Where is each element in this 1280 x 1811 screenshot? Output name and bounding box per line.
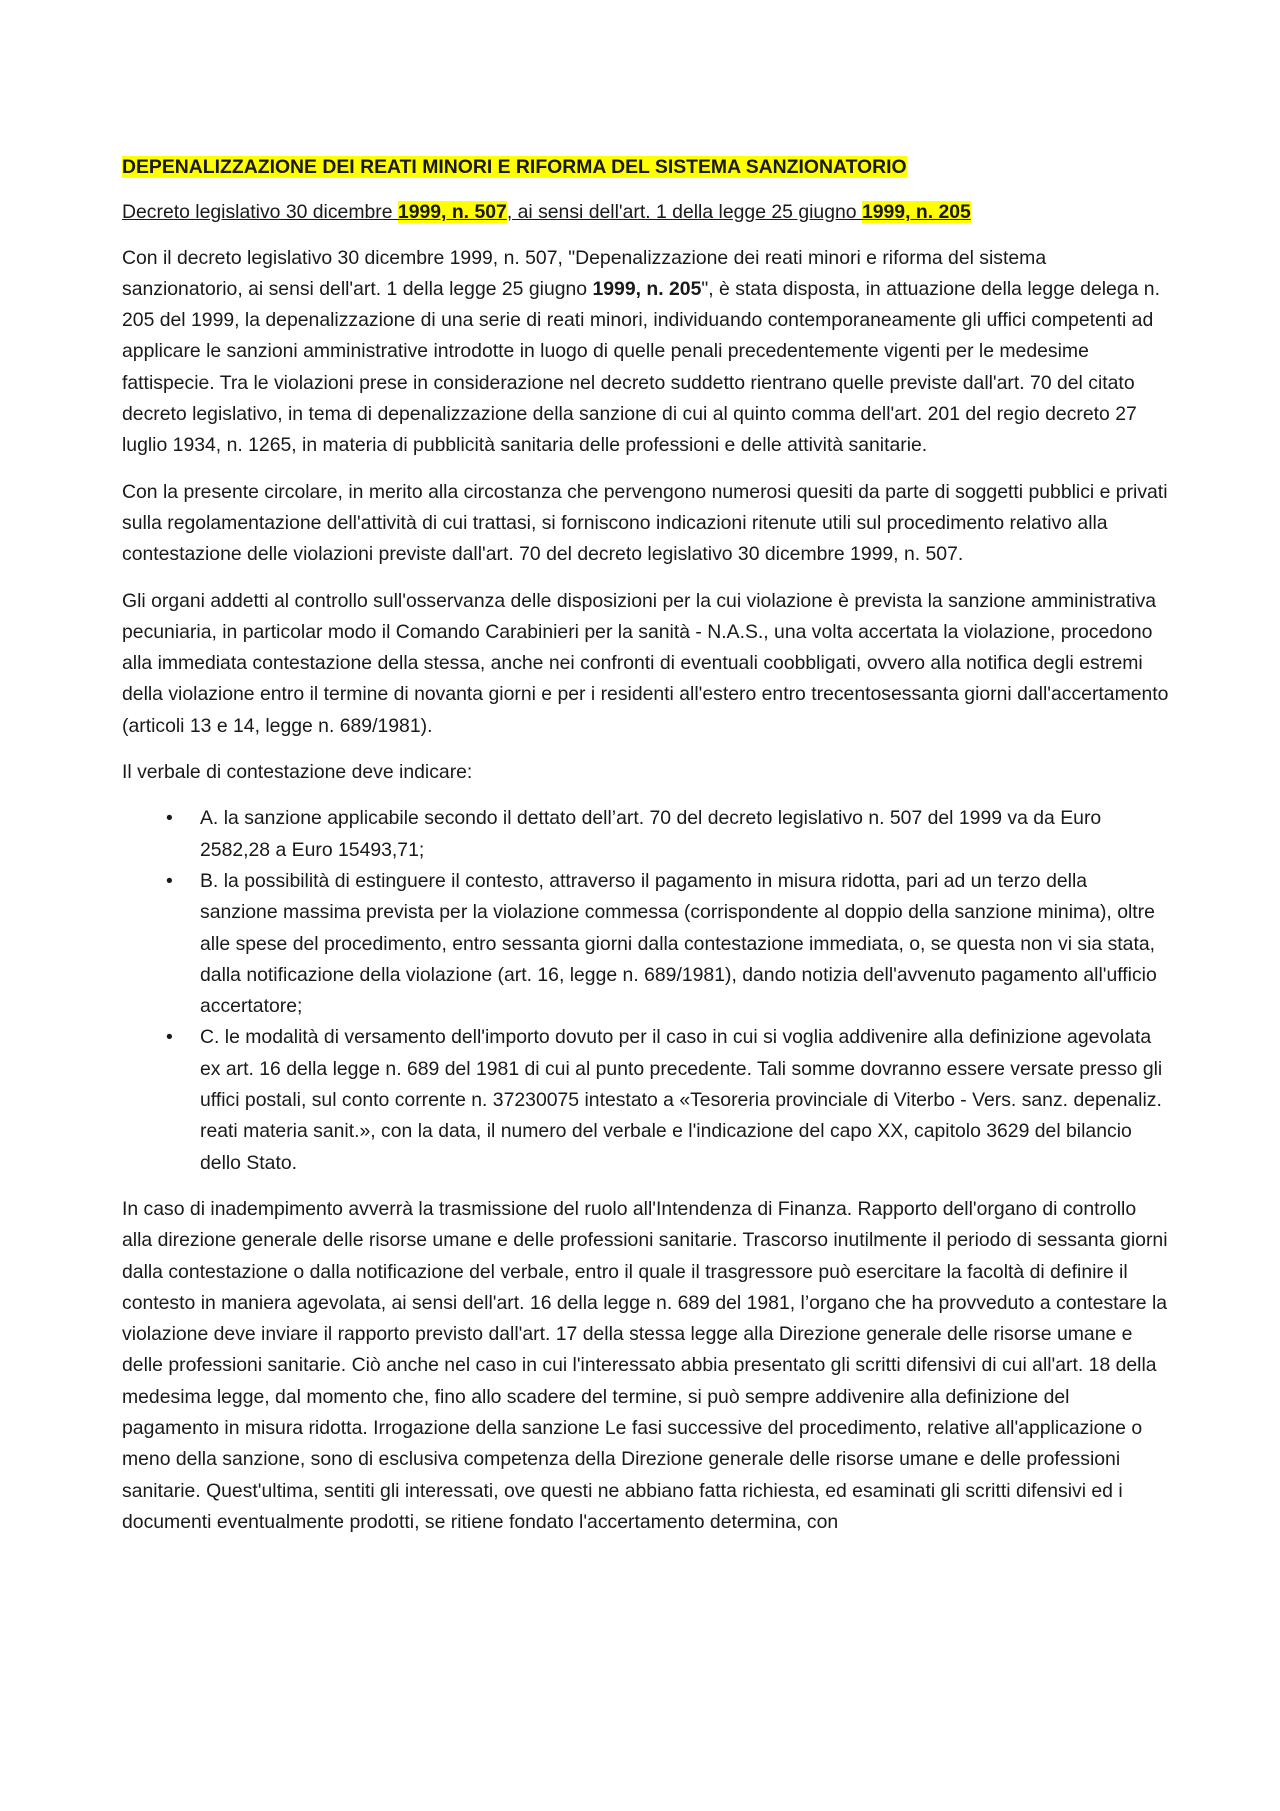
subtitle-highlight-2: 1999, n. 205: [861, 201, 971, 224]
bullet-icon: •: [166, 869, 173, 892]
list-item-text: C. le modalità di versamento dell'importo dovuto per il caso in cui si voglia addivenire alla definizione agevolata ex art. 16 della legge n. 689 del 1981 di cui al punto precedente. Tali somme dovranno essere versate presso gli uffici postali, sul conto corrente n. 37230075 intestato a «Tesoreria provinciale di Viterbo - Vers. sanz. depenaliz. reati materia sanit.», con la data, il numero del verbale e l'indicazione del capo XX, capitolo 3629 del bilancio dello Stato.: [200, 1026, 1163, 1174]
subtitle-part-2: , ai sensi dell'art. 1 della legge 25 giugno: [506, 201, 862, 224]
list-item: [122, 803, 1170, 866]
subtitle-part-1: Decreto legislativo 30 dicembre: [122, 201, 398, 224]
paragraph-intro-part-2: ", è stata disposta, in attuazione della legge delega n. 205 del 1999, la depenalizzazione di una serie di reati minori, individuando contemporaneamente gli uffici competenti ad applicare le sanzioni amministrative introdotte in luogo di quelle penali precedentemente vigenti per le medesime fattispecie. Tra le violazioni prese in considerazione nel decreto suddetto rientrano quelle previste dall'art. 70 del citato decreto legislativo, in tema di depenalizzazione della sanzione di cui al quinto comma dell'art. 201 del regio decreto 27 luglio 1934, n. 1265, in materia di pubblicità sanitaria delle professioni e delle attività sanitarie.: [122, 277, 1160, 457]
paragraph-organi: Gli organi addetti al controllo sull'osservanza delle disposizioni per la cui violazione è prevista la sanzione amministrativa pecuniaria, in particolar modo il Comando Carabinieri per la sanità - N.A.S., una volta accertata la violazione, procedono alla immediata contestazione della stessa, anche nei confronti di eventuali coobbligati, ovvero alla notifica degli estremi della violazione entro il termine di novanta giorni e per i residenti all'estero entro trecentosessanta giorni dall'accertamento (articoli 13 e 14, legge n. 689/1981).: [122, 589, 1169, 737]
list-item: [122, 1022, 1170, 1178]
list-item-text: A. la sanzione applicabile secondo il dettato dell’art. 70 del decreto legislativo n. 507 del 1999 va da Euro 2582,28 a Euro 15493,71;: [200, 807, 1102, 861]
bullet-icon: •: [166, 807, 173, 830]
list-item-text: B. la possibilità di estinguere il contesto, attraverso il pagamento in misura ridotta, pari ad un terzo della sanzione massima prevista per la violazione commessa (corrispondente al doppio della sanzione minima), oltre alle spese del procedimento, entro sessanta giorni dalla contestazione immediata, o, se questa non vi sia stata, dalla notificazione della violazione (art. 16, legge n. 689/1981), dando notizia dell'avvenuto pagamento all'ufficio accertatore;: [200, 869, 1157, 1018]
paragraph-circolare: Con la presente circolare, in merito alla circostanza che pervengono numerosi quesiti da parte di soggetti pubblici e privati sulla regolamentazione dell'attività di cui trattasi, si forniscono indicazioni ritenute utili sul procedimento relativo alla contestazione delle violazioni previste dall'art. 70 del decreto legislativo 30 dicembre 1999, n. 507.: [122, 480, 1168, 566]
document-title: [122, 152, 1170, 183]
paragraph-verbale-intro: Il verbale di contestazione deve indicare:: [122, 761, 473, 784]
paragraph-inadempimento: In caso di inadempimento avverrà la trasmissione del ruolo all'Intendenza di Finanza. Rapporto dell'organo di controllo alla direzione generale delle risorse umane e delle professioni sanitarie. Trascorso inutilmente il periodo di sessanta giorni dalla contestazione o dalla notificazione del verbale, entro il quale il trasgressore può esercitare la facoltà di definire il contesto in maniera agevolata, ai sensi dell'art. 16 della legge n. 689 del 1981, l’organo che ha provveduto a contestare la violazione deve inviare il rapporto previsto dall'art. 17 della stessa legge alla Direzione generale delle risorse umane e delle professioni sanitarie. Ciò anche nel caso in cui l'interessato abbia presentato gli scritti difensivi di cui all'art. 18 della medesima legge, dal momento che, fino allo scadere del termine, si può sempre addivenire alla definizione del pagamento in misura ridotta. Irrogazione della sanzione Le fasi successive del procedimento, relative all'applicazione o meno della sanzione, sono di esclusiva competenza della Direzione generale delle risorse umane e delle professioni sanitarie. Quest'ultima, sentiti gli interessati, ove questi ne abbiano fatta richiesta, ed esaminati gli scritti difensivi ed i documenti eventualmente prodotti, se ritiene fondato l'accertamento determina, con: [122, 1197, 1168, 1533]
paragraph-intro-bold: 1999, n. 205: [592, 277, 702, 300]
paragraph-intro: [122, 243, 1170, 462]
list-item: [122, 866, 1170, 1022]
paragraph-intro-part-1: Con il decreto legislativo 30 dicembre 1999, n. 507, "Depenalizzazione dei reati minori e riforma del sistema sanzionatorio, ai sensi dell'art. 1 della legge 25 giugno: [122, 246, 1047, 300]
verbale-list: [122, 803, 1170, 1179]
document-subtitle: [122, 197, 1170, 228]
subtitle-highlight-1: 1999, n. 507: [397, 201, 507, 224]
bullet-icon: •: [166, 1026, 173, 1049]
title-highlight: DEPENALIZZAZIONE DEI REATI MINORI E RIFORMA DEL SISTEMA SANZIONATORIO: [122, 156, 907, 178]
